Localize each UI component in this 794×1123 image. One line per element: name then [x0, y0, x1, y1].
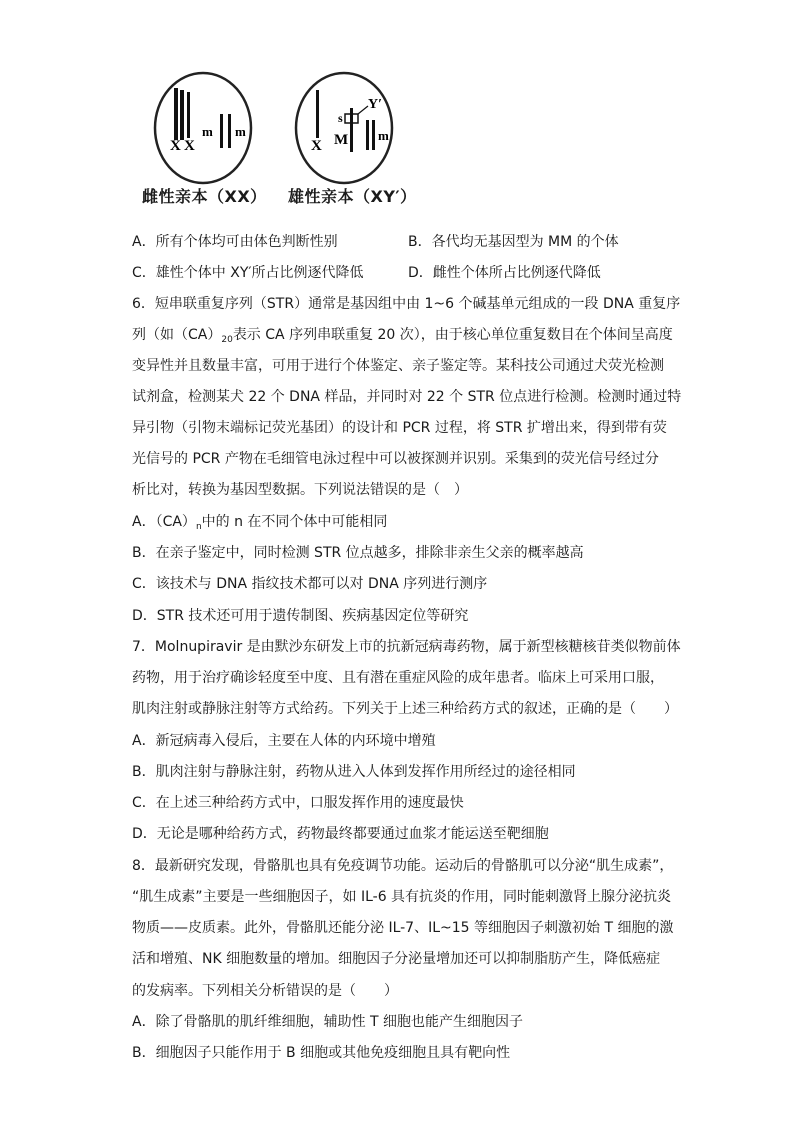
q7-option-a: A．新冠病毒入侵后，主要在人体的内环境中增殖 — [132, 733, 436, 749]
female-chr-label: X — [184, 138, 195, 154]
female-cell-diagram — [155, 73, 251, 183]
q6-stem-line: 析比对，转换为基因型数据。下列说法错误的是（ ） — [132, 482, 468, 498]
female-chr-label: m — [235, 124, 246, 139]
male-chr-label: s — [338, 111, 343, 125]
male-chr-label: M — [334, 132, 349, 148]
male-chr-label: X — [311, 138, 322, 154]
q8-stem-line: 8．最新研究发现，骨骼肌也具有免疫调节功能。运动后的骨骼肌可以分泌“肌生成素”， — [132, 858, 674, 874]
q6-option-c: C．该技术与 DNA 指纹技术都可以对 DNA 序列进行测序 — [132, 576, 488, 592]
q7-stem-line: 肌肉注射或静脉注射等方式给药。下列关于上述三种给药方式的叙述，正确的是（ ） — [132, 701, 678, 717]
q8-stem-line: 活和增殖、NK 细胞数量的增加。细胞因子分泌量增加还可以抑制脂肪产生，降低癌症 — [132, 951, 661, 967]
male-chr-label: m — [378, 128, 389, 143]
q6-option-a: A．$(CA)_n$中的 n 在不同个体中可能相同 — [132, 514, 388, 532]
q5-option-a: A．所有个体均可由体色判断性别 — [132, 234, 338, 250]
male-cell-diagram — [296, 73, 392, 183]
female-chr-label: X — [170, 138, 181, 154]
q7-stem-line: 7．Molnupiravir 是由默沙东研发上市的抗新冠病毒药物，属于新型核糖核苷类似物前体 — [132, 639, 681, 655]
q8-stem-line: 物质——皮质素。此外，骨骼肌还能分泌 IL-7、IL~15 等细胞因子刺激初始 T 细胞的激 — [132, 920, 674, 936]
q6-stem-line: 光信号的 PCR 产物在毛细管电泳过程中可以被探测并识别。采集到的荧光信号经过分 — [132, 451, 659, 467]
q8-stem-line: “肌生成素”主要是一些细胞因子，如 IL-6 具有抗炎的作用，同时能刺激肾上腺分泌抗炎 — [132, 889, 672, 905]
q7-stem-line: 药物，用于治疗确诊轻度至中度、且有潜在重症风险的成年患者。临床上可采用口服， — [132, 670, 664, 686]
q6-stem-line: 异引物（引物末端标记荧光基团）的设计和 PCR 过程，将 STR 扩增出来，得到带有荧 — [132, 420, 667, 436]
q7-option-c: C．在上述三种给药方式中，口服发挥作用的速度最快 — [132, 795, 464, 811]
q6-stem-line: 6．短串联重复序列（STR）通常是基因组中由 1~6 个碱基单元组成的一段 DNA 重复序 — [132, 296, 681, 312]
q6-stem-line: 变异性并且数量丰富，可用于进行个体鉴定、亲子鉴定等。某科技公司通过犬荧光检测 — [132, 358, 664, 374]
q6-option-b: B．在亲子鉴定中，同时检测 STR 位点越多，排除非亲生父亲的概率越高 — [132, 545, 584, 561]
female-parent-caption: 雌性亲本（XX） — [142, 187, 267, 206]
q8-option-b: B．细胞因子只能作用于 B 细胞或其他免疫细胞且具有靶向性 — [132, 1045, 511, 1061]
q6-stem-line: 列（如$(CA)_{20}$表示 CA 序列串联重复 20 次），由于核心单位重复数目在个体间呈高度 — [132, 327, 673, 345]
q5-option-c: C．雄性个体中 XY′所占比例逐代降低 — [132, 265, 364, 281]
q6-option-d: D．STR 技术还可用于遗传制图、疾病基因定位等研究 — [132, 608, 469, 624]
male-parent-caption: 雄性亲本（XY′） — [288, 187, 417, 206]
male-chr-label: Y′ — [368, 97, 383, 112]
q8-stem-line: 的发病率。下列相关分析错误的是（ ） — [132, 983, 398, 999]
q7-option-d: D．无论是哪种给药方式，药物最终都要通过血浆才能运送至靶细胞 — [132, 826, 549, 842]
q6-stem-line: 试剂盒，检测某犬 22 个 DNA 样品，并同时对 22 个 STR 位点进行检测。检测时通过特 — [132, 389, 682, 405]
q7-option-b: B．肌肉注射与静脉注射，药物从进入人体到发挥作用所经过的途径相同 — [132, 764, 576, 780]
q5-option-d: D．雌性个体所占比例逐代降低 — [408, 265, 601, 281]
female-chr-label: m — [202, 124, 213, 139]
q5-option-b: B．各代均无基因型为 MM 的个体 — [408, 234, 619, 250]
q8-option-a: A．除了骨骼肌的肌纤维细胞，辅助性 T 细胞也能产生细胞因子 — [132, 1014, 524, 1030]
